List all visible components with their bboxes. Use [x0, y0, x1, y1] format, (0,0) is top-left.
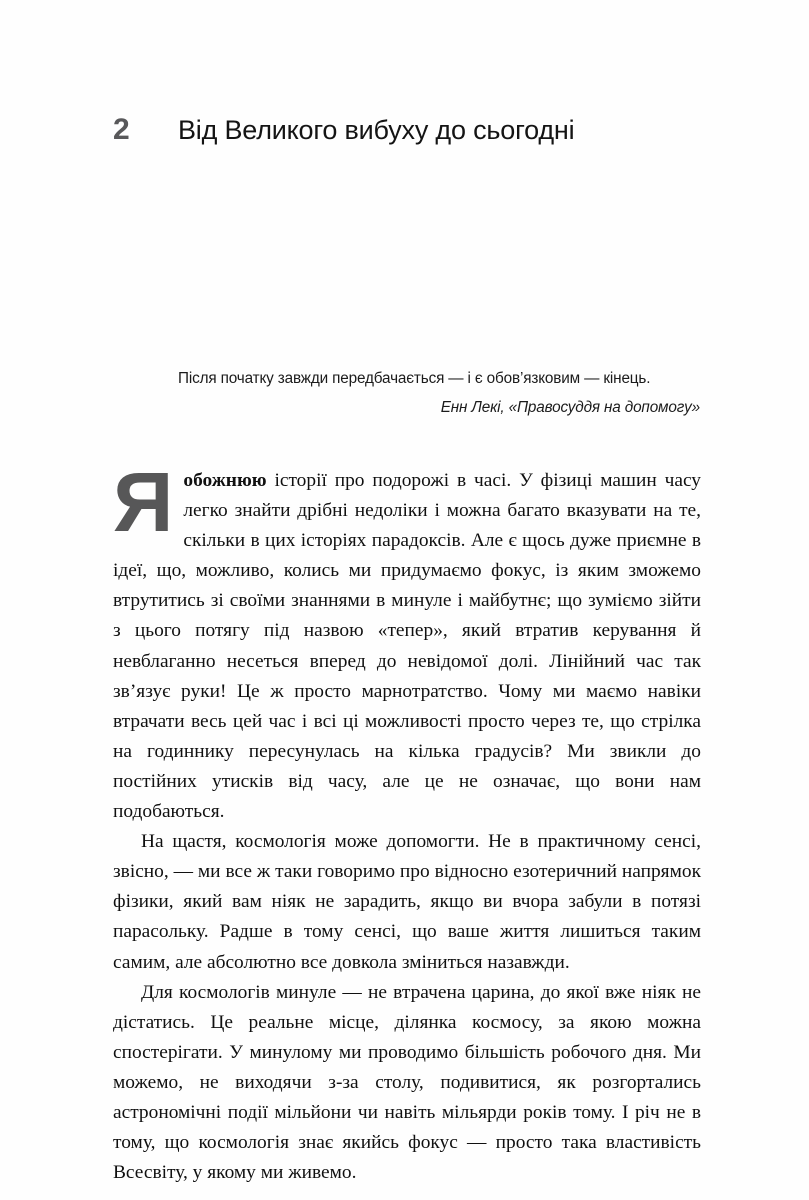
- body-text: [113, 455, 701, 1188]
- chapter-number: 2: [113, 113, 130, 146]
- epigraph-attribution: Енн Лекі, «Правосуддя на допомогу»: [440, 399, 700, 417]
- epigraph-quote: Після початку завжди передбачається — і є обов’язковим — кінець.: [178, 370, 651, 387]
- epigraph: [178, 368, 700, 417]
- drop-cap: Я: [113, 455, 174, 549]
- paragraph-first-body: історії про подорожі в часі. У фізиці машин часу легко знайти дрібні недоліки і можна багато вказувати на те, скільки в цих історіях парадоксів. Але є щось дуже приємне в ідеї, що, можливо, колись ми придумаємо фокус, із яким зможемо втрутитись зі своїми знаннями в минуле і майбутнє; що зуміємо зійти з цього потягу під назвою «тепер», який втратив керування й невблаганно несеться вперед до невідомої долі. Лінійний час так зв’язує руки! Це ж просто марнотратство. Чому ми маємо навіки втрачати весь цей час і всі ці можливості просто через те, що стрілка на годиннику пересунулась на кілька градусів? Ми звикли до постійних утисків від часу, але це не означає, що вони нам подобаються.: [113, 470, 701, 823]
- paragraph-second: На щастя, космологія може допомогти. Не в практичному сенсі, звісно, — ми все ж таки говоримо про відносно езотеричний напрямок фізики, який вам ніяк не зарадить, якщо ви вчора забули в потязі парасольку. Радше в тому сенсі, що ваше життя лишиться таким самим, але абсолютно все довкола зміниться назавжди.: [113, 831, 701, 973]
- paragraph-third: Для космологів минуле — не втрачена царина, до якої вже ніяк не дістатись. Це реальне місце, ділянка космосу, за якою можна спостерігати. У минулому ми проводимо більшість робочого дня. Ми можемо, не виходячи з-за столу, подивитися, як розгортались астрономічні події мільйони чи навіть мільярди років тому. І річ не в тому, що космологія знає якийсь фокус — просто така властивість Всесвіту, у якому ми живемо.: [113, 981, 701, 1184]
- chapter-title: Від Великого вибуху до сьогодні: [178, 115, 575, 145]
- chapter-header: [113, 113, 713, 147]
- paragraph-first: [113, 455, 701, 827]
- lead-word: обожнюю: [183, 470, 267, 491]
